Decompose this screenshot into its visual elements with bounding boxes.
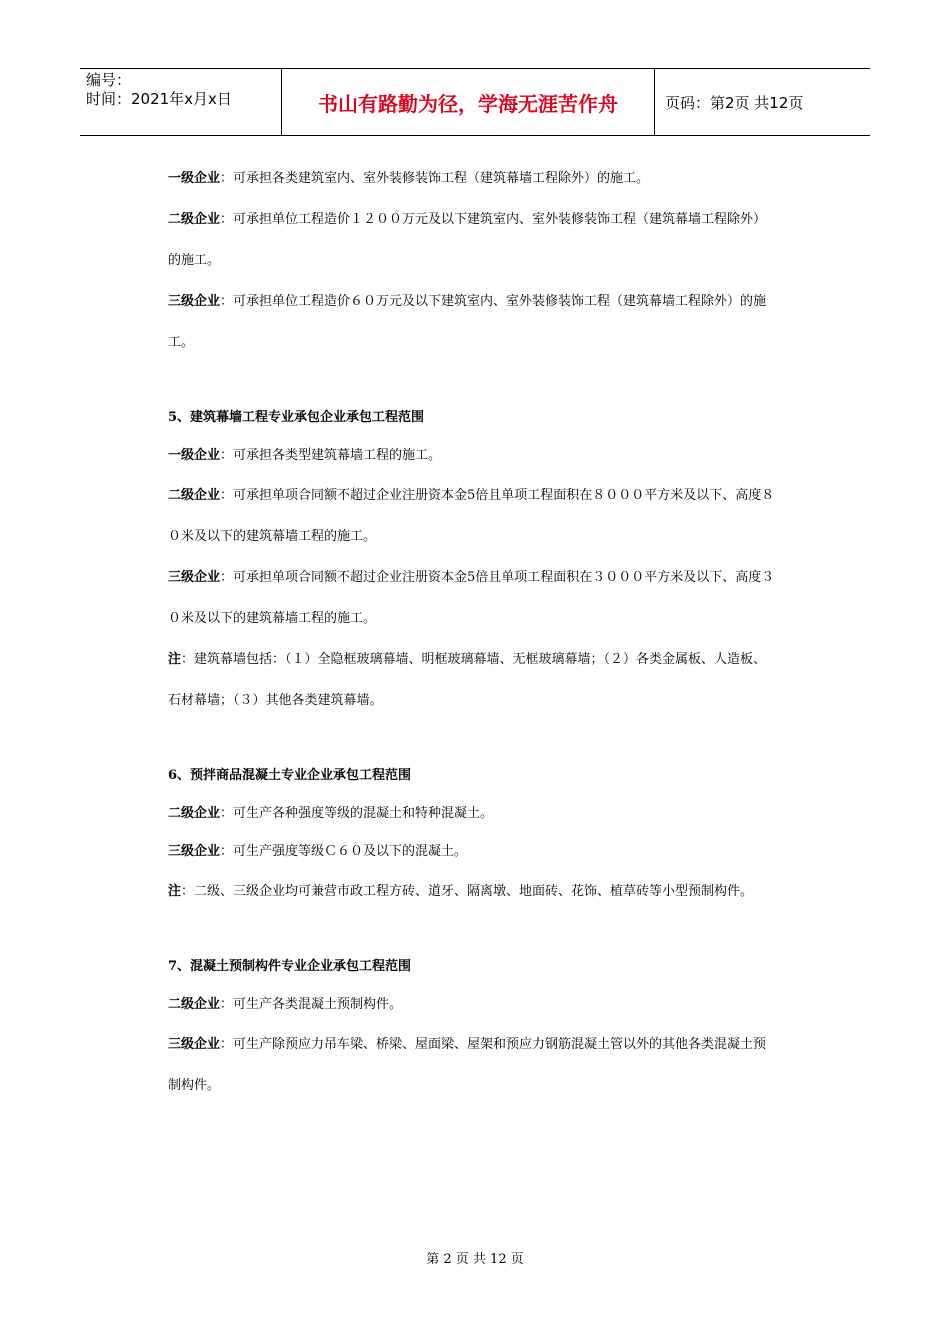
sec7-level2: 二级企业：可生产各类混凝土预制构件。: [168, 997, 403, 1012]
sec6-level3: 三级企业：可生产强度等级Ｃ６０及以下的混凝土。: [168, 844, 468, 859]
sec6-title: 6、预拌商品混凝土专业企业承包工程范围: [168, 768, 412, 783]
sec4-level1: 一级企业：可承担各类建筑室内、室外装修装饰工程（建筑幕墙工程除外）的施工。: [168, 171, 650, 186]
sec5-title: 5、建筑幕墙工程专业承包企业承包工程范围: [168, 410, 425, 425]
sec4-level2: 二级企业：可承担单位工程造价１２００万元及以下建筑室内、室外装修装饰工程（建筑幕墙工程除外）的施工。: [168, 212, 767, 268]
sec6-note: 注：二级、三级企业均可兼营市政工程方砖、道牙、隔离墩、地面砖、花饰、植草砖等小型预制构件。: [168, 884, 754, 899]
sec7-title: 7、混凝土预制构件专业企业承包工程范围: [168, 959, 412, 974]
header-page-number: 页码：第2页 共12页: [665, 93, 804, 112]
page-header: [80, 68, 870, 136]
sec5-note: 注：建筑幕墙包括：（１）全隐框玻璃幕墙、明框玻璃幕墙、无框玻璃幕墙；（２）各类金属板、人造板、石材幕墙；（３）其他各类建筑幕墙。: [168, 652, 767, 708]
header-motto: 书山有路勤为径，学海无涯苦作舟: [282, 69, 655, 135]
sec6-level2: 二级企业：可生产各种强度等级的混凝土和特种混凝土。: [168, 806, 494, 821]
header-meta: [80, 69, 282, 135]
sec5-level2: 二级企业：可承担单项合同额不超过企业注册资本金5倍且单项工程面积在８０００平方米及以下、高度８０米及以下的建筑幕墙工程的施工。: [168, 488, 775, 544]
page-footer: 第 2 页 共 12 页: [426, 1252, 524, 1267]
document-body: [168, 158, 778, 1106]
sec4-level3: 三级企业：可承担单位工程造价６０万元及以下建筑室内、室外装修装饰工程（建筑幕墙工程除外）的施工。: [168, 294, 767, 350]
doc-time-label: 时间：2021年x月x日: [86, 90, 232, 108]
doc-number-label: 编号：: [86, 71, 132, 89]
sec7-level3: 三级企业：可生产除预应力吊车梁、桥梁、屋面梁、屋架和预应力钢筋混凝土管以外的其他各类混凝土预制构件。: [168, 1037, 767, 1093]
sec5-level1: 一级企业：可承担各类型建筑幕墙工程的施工。: [168, 448, 442, 463]
sec5-level3: 三级企业：可承担单项合同额不超过企业注册资本金5倍且单项工程面积在３０００平方米及以下、高度３０米及以下的建筑幕墙工程的施工。: [168, 570, 775, 626]
